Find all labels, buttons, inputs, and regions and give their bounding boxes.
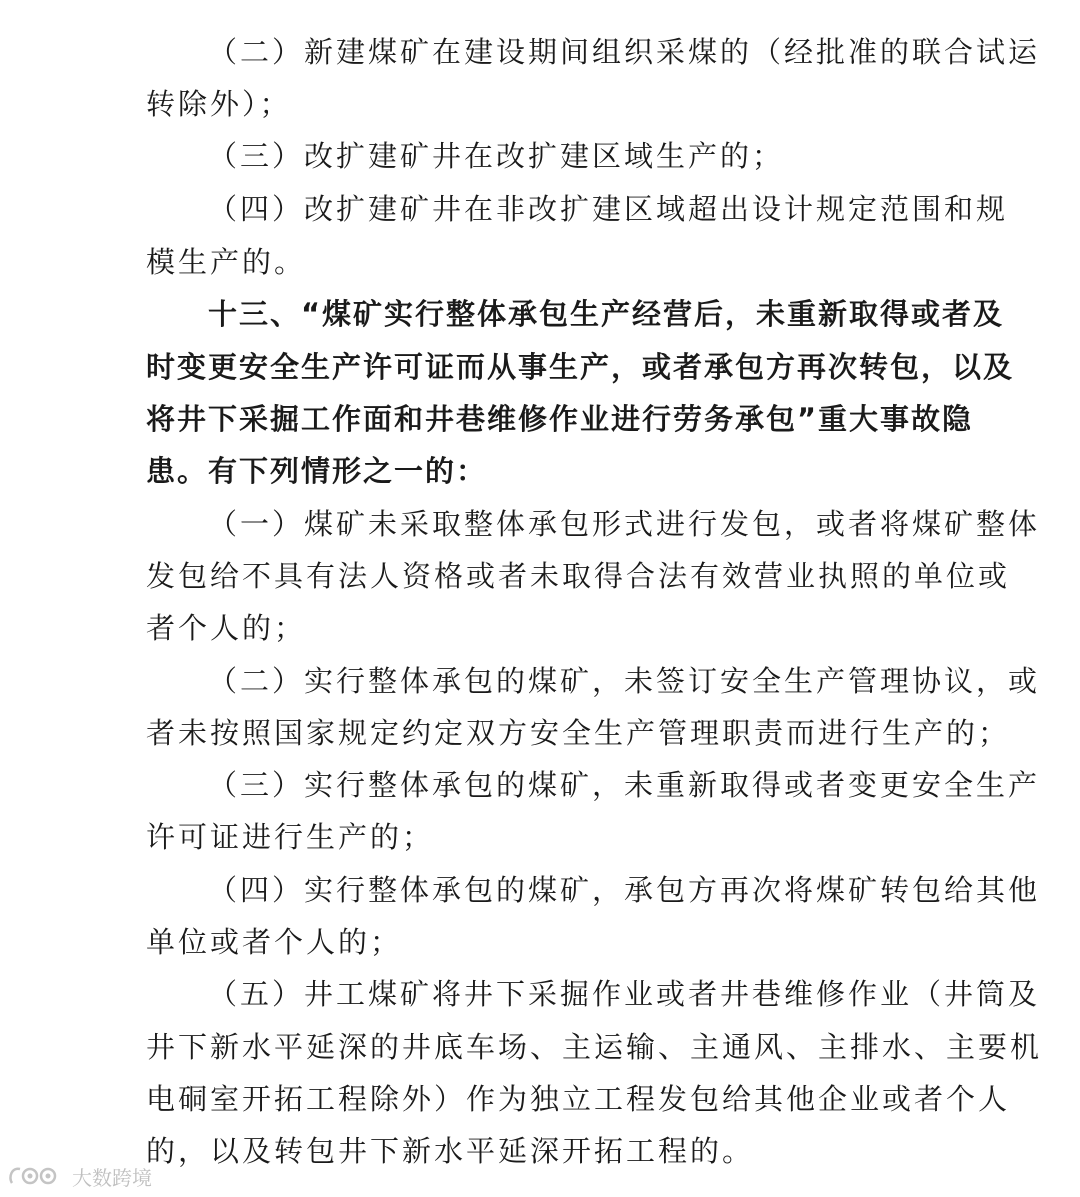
text-line: （一）煤矿未采取整体承包形式进行发包，或者将煤矿整体: [208, 507, 1041, 541]
watermark-text: 大数跨境: [72, 1165, 152, 1190]
text-line: 发包给不具有法人资格或者未取得合法有效营业执照的单位或: [146, 559, 1011, 593]
watermark: [6, 1159, 152, 1193]
text-line: 模生产的。: [146, 245, 307, 279]
text-line: 电硐室开拓工程除外）作为独立工程发包给其他企业或者个人: [146, 1082, 1011, 1116]
text-line: 转除外）；: [146, 87, 292, 121]
text-line: （三）改扩建矿井在改扩建区域生产的；: [208, 139, 785, 173]
text-line: 的，以及转包井下新水平延深开拓工程的。: [146, 1134, 755, 1168]
text-line: 患。有下列情形之一的：: [146, 454, 488, 488]
text-line: 者未按照国家规定约定双方安全生产管理职责而进行生产的；: [146, 716, 1011, 750]
text-line: 十三、“煤矿实行整体承包生产经营后，未重新取得或者及: [208, 297, 1005, 331]
text-line: 者个人的；: [146, 611, 307, 645]
eyes-logo-icon: [6, 1161, 68, 1191]
text-line: （二）实行整体承包的煤矿，未签订安全生产管理协议，或: [208, 664, 1041, 698]
text-line: （三）实行整体承包的煤矿，未重新取得或者变更安全生产: [208, 768, 1041, 802]
text-line: （五）井工煤矿将井下采掘作业或者井巷维修作业（井筒及: [208, 977, 1041, 1011]
text-line: 井下新水平延深的井底车场、主运输、主通风、主排水、主要机: [146, 1030, 1043, 1064]
text-line: （二）新建煤矿在建设期间组织采煤的（经批准的联合试运: [208, 35, 1041, 69]
text-line: （四）实行整体承包的煤矿，承包方再次将煤矿转包给其他: [208, 873, 1041, 907]
text-line: 时变更安全生产许可证而从事生产，或者承包方再次转包，以及: [146, 350, 1015, 384]
text-line: 许可证进行生产的；: [146, 820, 435, 854]
text-line: （四）改扩建矿井在非改扩建区域超出设计规定范围和规: [208, 192, 1009, 226]
text-line: 单位或者个人的；: [146, 925, 403, 959]
text-line: 将井下采掘工作面和井巷维修作业进行劳务承包”重大事故隐: [146, 402, 974, 436]
